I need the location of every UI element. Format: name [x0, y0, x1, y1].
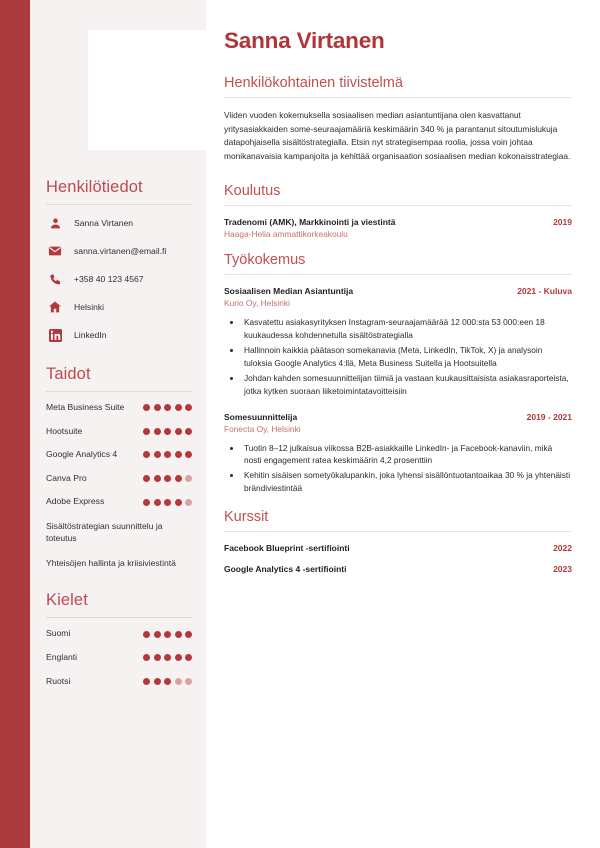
rating-dot — [164, 654, 171, 661]
rating-dots — [143, 654, 192, 661]
entry-subtitle: Haaga-Helia ammattikorkeakoulu — [224, 229, 348, 240]
rating-dot — [143, 404, 150, 411]
rating-dot — [143, 654, 150, 661]
entry-header — [224, 217, 572, 227]
entry-subtitle: Kurio Oy, Helsinki — [224, 298, 290, 309]
rating-dots — [143, 631, 192, 638]
section-summary — [224, 75, 572, 163]
entry-title: Somesuunnittelija — [224, 411, 298, 422]
rating-dot — [175, 654, 182, 661]
rating-dot — [154, 678, 161, 685]
skill-label: Meta Business Suite — [46, 402, 125, 412]
rating-dot — [143, 475, 150, 482]
rating-dot — [154, 475, 161, 482]
contact-row-phone[interactable] — [46, 271, 192, 287]
divider — [46, 204, 192, 205]
rating-dot — [185, 451, 192, 458]
entry-title: Tradenomi (AMK), Markkinointi ja viestintä — [224, 217, 396, 228]
bullet-item: • Kehitin sisäisen sometyökalupankin, joka lyhensi sisällöntuotantoaikaa 30 % ja yhtenäisti brändiviestintää — [242, 469, 572, 495]
rating-dot — [154, 428, 161, 435]
rating-dot — [164, 451, 171, 458]
entry-title: Sosiaalisen Median Asiantuntija — [224, 286, 354, 297]
language-label: Ruotsi — [46, 675, 71, 686]
courses-list — [224, 543, 572, 574]
rating-dot — [154, 631, 161, 638]
rating-dots — [143, 475, 192, 482]
bullet-item: • Tuotin 8–12 julkaisua viikossa B2B-asiakkaille LinkedIn- ja Facebook-kanaviin, mikä nosti engagement ratea keskimäärin 4,2 prosenttiin — [242, 442, 572, 468]
language-label: Suomi — [46, 628, 71, 639]
rating-dot — [175, 678, 182, 685]
heading-experience: Työkokemus — [224, 252, 306, 269]
rating-dot — [154, 499, 161, 506]
rating-dot — [175, 428, 182, 435]
rating-dots — [143, 499, 192, 506]
rating-dot — [164, 631, 171, 638]
bullet-item: • Hallinnoin kaikkia päätason somekanavia (Meta, LinkedIn, TikTok, X) ja analysoin tuloksia Google Analytics 4:llä, Meta Business Suitella ja Hootsuitella — [242, 344, 572, 370]
divider — [224, 97, 572, 98]
bullet-item: • Johdan kahden somesuunnittelijan tiimiä ja vastaan kuukausittaisista asiakasraporteista, jotka kytken suoraan liiketoimintatavoitteisiin — [242, 372, 572, 398]
divider — [46, 617, 192, 618]
course-title: Facebook Blueprint -sertifiointi — [224, 543, 350, 554]
course-date: 2023 — [553, 564, 572, 575]
spacer — [224, 244, 572, 252]
linkedin-icon — [46, 329, 64, 342]
contact-phone-text: +358 40 123 4567 — [74, 273, 144, 284]
rating-dot — [143, 428, 150, 435]
skill-label: Google Analytics 4 — [46, 449, 118, 460]
contact-row-location — [46, 299, 192, 315]
rating-dot — [185, 678, 192, 685]
heading-courses: Kurssit — [224, 509, 269, 526]
entry-bullets — [224, 442, 572, 495]
contact-row-name — [46, 215, 192, 231]
course-title: Google Analytics 4 -sertifiointi — [224, 564, 347, 575]
home-icon — [46, 300, 64, 314]
entry — [224, 412, 572, 495]
rating-dot — [185, 404, 192, 411]
heading-summary: Henkilökohtainen tiivistelmä — [224, 75, 403, 91]
rating-dot — [164, 475, 171, 482]
skill-row — [46, 402, 192, 414]
rating-dots — [143, 451, 192, 458]
skills-rated-list — [46, 402, 192, 508]
rating-dot — [185, 654, 192, 661]
course-row — [224, 564, 572, 574]
rating-dot — [143, 451, 150, 458]
summary-text: Viiden vuoden kokemuksella sosiaalisen median asiantuntijana olen kasvattanut yritysasiakkaiden some-seuraajamääriä keskimäärin 340 % ja parantanut sitoutumislukuja datapohjaisella sisältöstrategialla. Etsin nyt strategisempaa roolia, jossa voin johtaa monikanavaisia kampanjoita ja kehittää organisaation sosiaalisen median kokonaisstrategiaa. — [224, 110, 571, 161]
skills-plain-list — [46, 520, 192, 569]
rating-dot — [175, 499, 182, 506]
divider — [224, 274, 572, 275]
skill-label: Hootsuite — [46, 425, 83, 436]
skill-text: Sisältöstrategian suunnittelu ja toteutus — [46, 520, 163, 544]
section-education — [224, 183, 572, 239]
rating-dots — [143, 678, 192, 685]
sidebar-heading-languages: Kielet — [46, 591, 88, 610]
rating-dot — [143, 631, 150, 638]
rating-dot — [185, 499, 192, 506]
experience-list — [224, 286, 572, 495]
sidebar — [30, 0, 206, 848]
rating-dot — [164, 428, 171, 435]
main-content — [206, 0, 600, 848]
page-title: Sanna Virtanen — [224, 28, 385, 53]
rating-dot — [175, 475, 182, 482]
heading-education: Koulutus — [224, 183, 281, 200]
skill-label: Canva Pro — [46, 472, 87, 483]
entry-header — [224, 412, 572, 422]
divider — [224, 205, 572, 206]
envelope-icon — [46, 244, 64, 258]
entry-header — [224, 286, 572, 296]
language-row — [46, 652, 192, 664]
entry-bullets — [224, 316, 572, 397]
contact-row-linkedin[interactable] — [46, 327, 192, 343]
divider — [224, 531, 572, 532]
entry — [224, 217, 572, 239]
bullet-item: • Kasvatettu asiakasyrityksen Instagram-seuraajamäärää 12 000:sta 53 000:een 18 kuukaudessa kohdennetulla sisältöstrategialla — [242, 316, 572, 342]
rating-dot — [164, 499, 171, 506]
skill-label: Adobe Express — [46, 496, 105, 507]
entry-date: 2019 — [553, 217, 572, 228]
section-courses — [224, 509, 572, 574]
contact-location-text: Helsinki — [74, 301, 105, 312]
sidebar-heading-skills: Taidot — [46, 365, 91, 383]
rating-dot — [143, 678, 150, 685]
course-date: 2022 — [553, 543, 572, 554]
skill-row — [46, 426, 192, 438]
skill-row — [46, 496, 192, 508]
entry — [224, 286, 572, 397]
rating-dot — [185, 428, 192, 435]
sidebar-section-languages — [40, 591, 192, 687]
entry-subtitle: Fonecta Oy, Helsinki — [224, 423, 301, 434]
rating-dots — [143, 404, 192, 411]
rating-dot — [154, 404, 161, 411]
person-icon — [46, 217, 64, 230]
contact-email-text: sanna.virtanen@email.fi — [74, 245, 167, 256]
rating-dot — [143, 499, 150, 506]
contact-linkedin-text: LinkedIn — [74, 329, 107, 340]
language-row — [46, 676, 192, 688]
profile-photo-placeholder — [88, 30, 210, 150]
rating-dot — [164, 404, 171, 411]
language-label: Englanti — [46, 651, 78, 662]
language-row — [46, 628, 192, 640]
divider — [46, 391, 192, 392]
rating-dot — [175, 404, 182, 411]
contact-row-email[interactable] — [46, 243, 192, 259]
left-accent-strip — [0, 0, 30, 848]
rating-dot — [154, 654, 161, 661]
contact-name-text: Sanna Virtanen — [74, 217, 134, 228]
rating-dot — [185, 475, 192, 482]
rating-dot — [154, 451, 161, 458]
education-list — [224, 217, 572, 239]
sidebar-section-personal — [40, 178, 192, 343]
languages-rated-list — [46, 628, 192, 687]
rating-dot — [164, 678, 171, 685]
skill-text: Yhteisöjen hallinta ja kriisiviestintä — [46, 557, 176, 568]
sidebar-section-skills — [40, 365, 192, 569]
skill-row — [46, 449, 192, 461]
rating-dot — [175, 631, 182, 638]
entry-date: 2019 - 2021 — [526, 411, 572, 422]
rating-dot — [185, 631, 192, 638]
sidebar-heading-personal: Henkilötiedot — [46, 178, 143, 196]
course-row — [224, 543, 572, 553]
entry-date: 2021 - Kuluva — [517, 286, 572, 297]
section-experience — [224, 252, 572, 495]
phone-icon — [46, 273, 64, 286]
skill-row — [46, 473, 192, 485]
rating-dots — [143, 428, 192, 435]
rating-dot — [175, 451, 182, 458]
